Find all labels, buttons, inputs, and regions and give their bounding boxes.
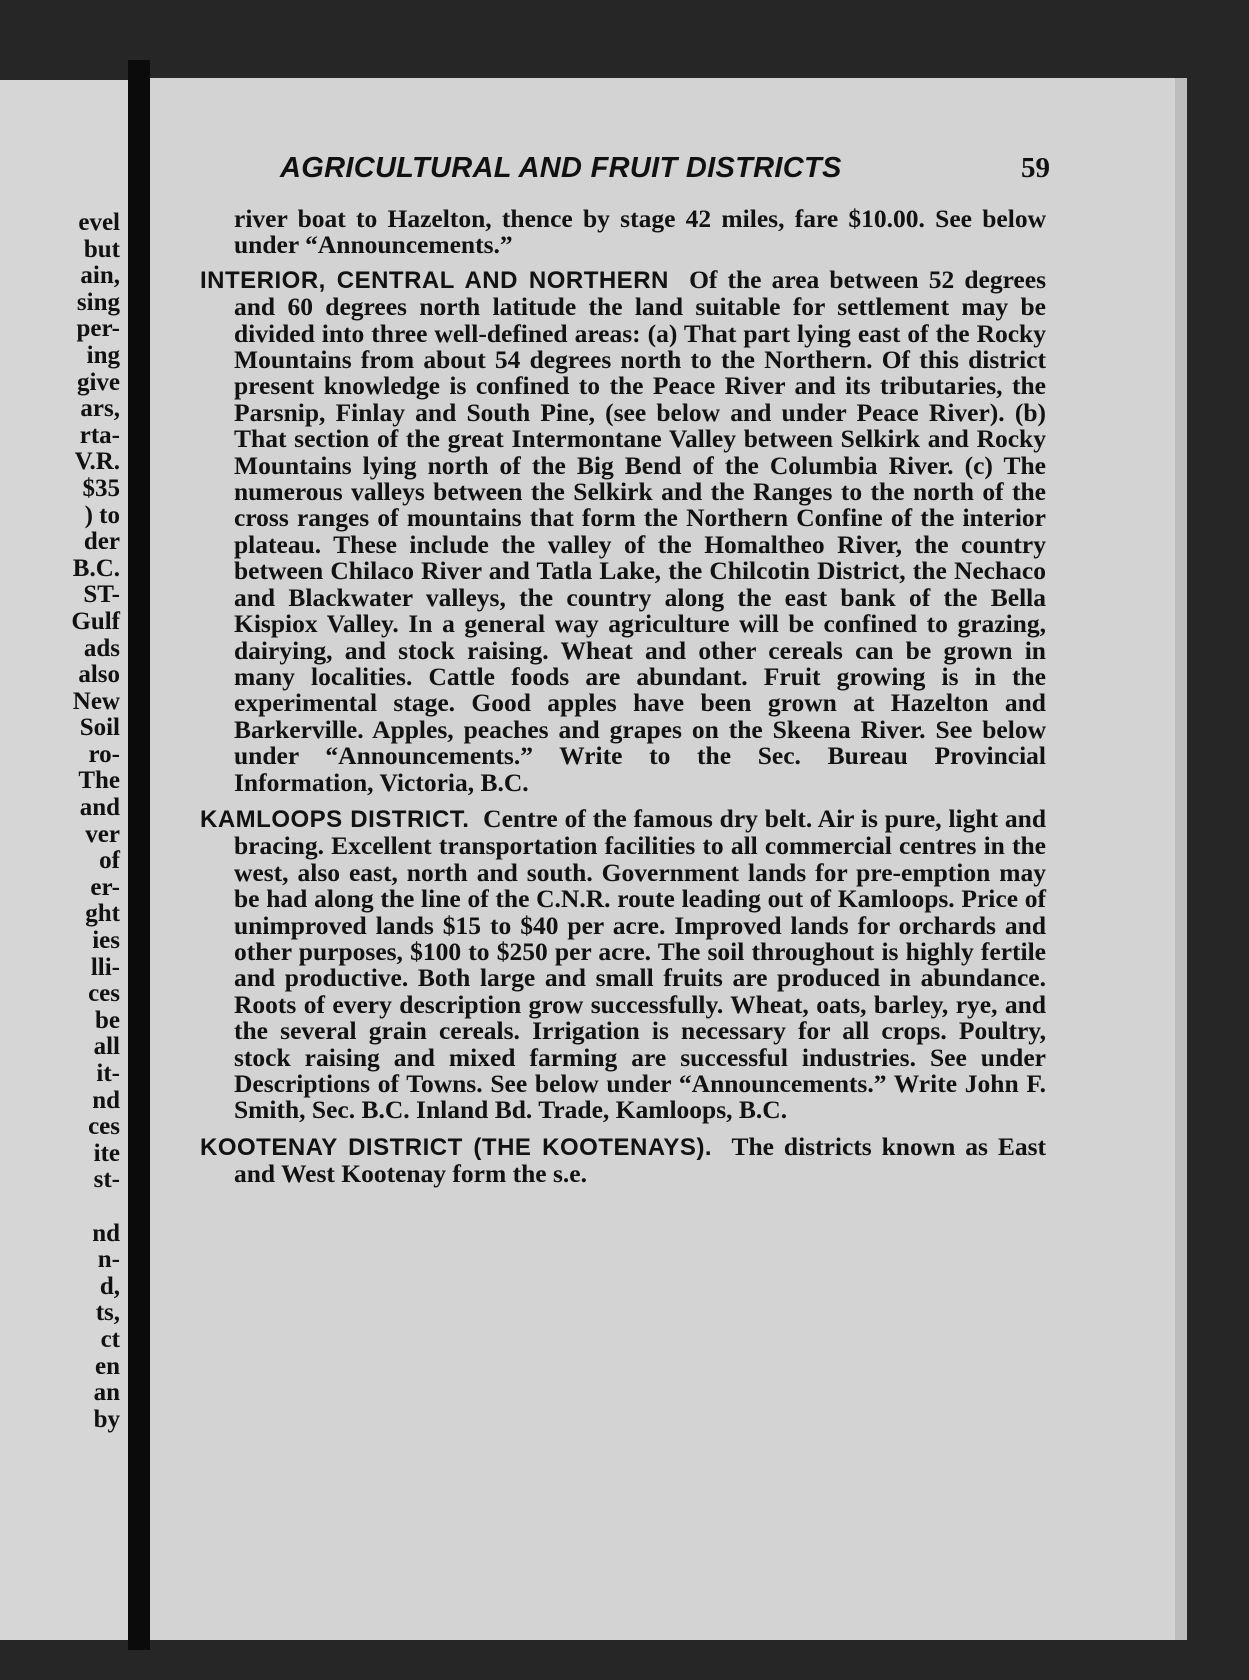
- left-fragment: ght: [85, 900, 120, 928]
- left-fragment: ces: [88, 980, 120, 1008]
- left-fragment: all: [93, 1033, 120, 1061]
- left-fragment: st-: [93, 1166, 120, 1194]
- left-fragment: but: [83, 235, 120, 263]
- entry-text: The districts known as East and West Kootenay form the s.e.: [234, 1131, 1046, 1189]
- left-fragment: and: [79, 794, 120, 822]
- left-fragment: B.C.: [72, 554, 120, 582]
- left-fragment: of: [99, 847, 120, 875]
- left-fragment: [71, 1194, 120, 1221]
- left-fragment: ars,: [80, 395, 120, 423]
- left-fragment: $35: [82, 474, 120, 502]
- left-fragment: ro-: [88, 740, 120, 768]
- left-fragment: ct: [100, 1325, 120, 1353]
- paragraph-text: river boat to Hazelton, thence by stage 42 miles, fare $10.00. See below under “Announcements.”: [234, 204, 1046, 260]
- left-fragment: lli-: [90, 953, 120, 981]
- left-fragment: der: [83, 528, 120, 556]
- left-fragment: ads: [83, 634, 120, 662]
- entry-kootenay-district: [200, 1131, 1046, 1189]
- left-fragment: ) to: [84, 501, 120, 529]
- left-fragment: rta-: [79, 421, 120, 449]
- left-fragment: per-: [76, 315, 120, 343]
- left-fragment: ies: [92, 927, 120, 955]
- left-fragment: Soil: [79, 714, 120, 742]
- left-fragment: evel: [78, 209, 120, 236]
- left-fragment: The: [78, 767, 120, 795]
- continued-paragraph: [200, 206, 1046, 259]
- page-edge: [1175, 78, 1187, 1640]
- page-body: [200, 206, 1046, 1188]
- entry-heading: INTERIOR, CENTRAL AND NORTHERN: [200, 266, 669, 294]
- running-title: AGRICULTURAL AND FRUIT DISTRICTS: [280, 152, 842, 184]
- left-fragment: ver: [85, 820, 120, 848]
- left-fragment: Gulf: [71, 607, 120, 635]
- left-fragment: n-: [97, 1246, 120, 1274]
- left-fragment: er-: [90, 873, 120, 901]
- left-fragment: give: [76, 368, 120, 396]
- left-fragment: V.R.: [74, 448, 120, 476]
- left-fragment: New: [72, 687, 120, 715]
- left-fragment: ST-: [83, 581, 120, 609]
- entry-kamloops-district: [200, 803, 1047, 1125]
- entry-interior-central-northern: [200, 264, 1046, 797]
- left-fragment: nd: [92, 1086, 120, 1114]
- left-fragment: ts,: [95, 1299, 120, 1327]
- entry-heading: KOOTENAY DISTRICT (THE KOOTENAYS).: [200, 1133, 713, 1161]
- left-fragment: by: [93, 1405, 120, 1433]
- running-header: [280, 152, 1050, 188]
- left-page-text-fragments: [71, 210, 120, 1433]
- left-fragment: en: [95, 1352, 120, 1380]
- left-fragment: sing: [76, 288, 120, 316]
- left-fragment: ite: [93, 1139, 120, 1167]
- entry-text: Of the area between 52 degrees and 60 degrees north latitude the land suitable for settlement may be divided into three well-defined areas: (a) That part lying east of the Rocky Mountains from about 54 degrees north to the Northern. Of this district present knowledge is confined to the Peace River and its tributaries, the Parsnip, Finlay and South Pine, (see below and under Peace River). (b) That section of the great Intermontane Valley between Selkirk and Rocky Mountains lying north of the Big Bend of the Columbia River. (c) The numerous valleys between the Selkirk and the Ranges to the north of the cross ranges of mountains that form the Northern Confine of the interior plateau. These include the valley of the Homaltheo River, the country between Chilaco River and Tatla Lake, the Chilcotin District, the Nechaco and Blackwater valleys, the country along the east bank of the Bella Kispiox Valley. In a general way agriculture will be confined to grazing, dairying, and stock raising. Wheat and other cereals can be grown in many localities. Cattle foods are abundant. Fruit growing is in the experimental stage. Good apples have been grown at Hazelton and Barkerville. Apples, peaches and grapes on the Skeena River. See below under “Announcements.” Write to the Sec. Bureau Provincial Information, Victoria, B.C.: [234, 264, 1046, 797]
- left-fragment: ces: [88, 1113, 120, 1141]
- entry-text: Centre of the famous dry belt. Air is pure, light and bracing. Excellent transportation facilities to all commercial centres in the west, also east, north and south. Government lands for pre-emption may be had along the line of the C.N.R. route leading out of Kamloops. Price of unimproved lands $15 to $40 per acre. Improved lands for orchards and other purposes, $100 to $250 per acre. The soil throughout is highly fertile and productive. Both large and small fruits are produced in abundance. Roots of every description grow successfully. Wheat, oats, barley, rye, and the several grain cereals. Irrigation is necessary for all crops. Poultry, stock raising and mixed farming are successful industries. See under Descriptions of Towns. See below under “Announcements.” Write John F. Smith, Sec. B.C. Inland Bd. Trade, Kamloops, B.C.: [234, 803, 1047, 1125]
- left-page-margin: [0, 80, 128, 1640]
- left-fragment: d,: [99, 1272, 120, 1300]
- left-fragment: be: [95, 1006, 120, 1034]
- left-fragment: it-: [96, 1060, 120, 1087]
- left-fragment: ain,: [80, 262, 120, 290]
- left-fragment: ing: [86, 341, 120, 369]
- left-fragment: nd: [92, 1219, 120, 1247]
- entry-heading: KAMLOOPS DISTRICT.: [200, 805, 470, 833]
- page-number: 59: [1021, 152, 1050, 184]
- left-fragment: an: [93, 1379, 120, 1407]
- book-gutter: [128, 60, 150, 1650]
- left-fragment: also: [78, 661, 120, 689]
